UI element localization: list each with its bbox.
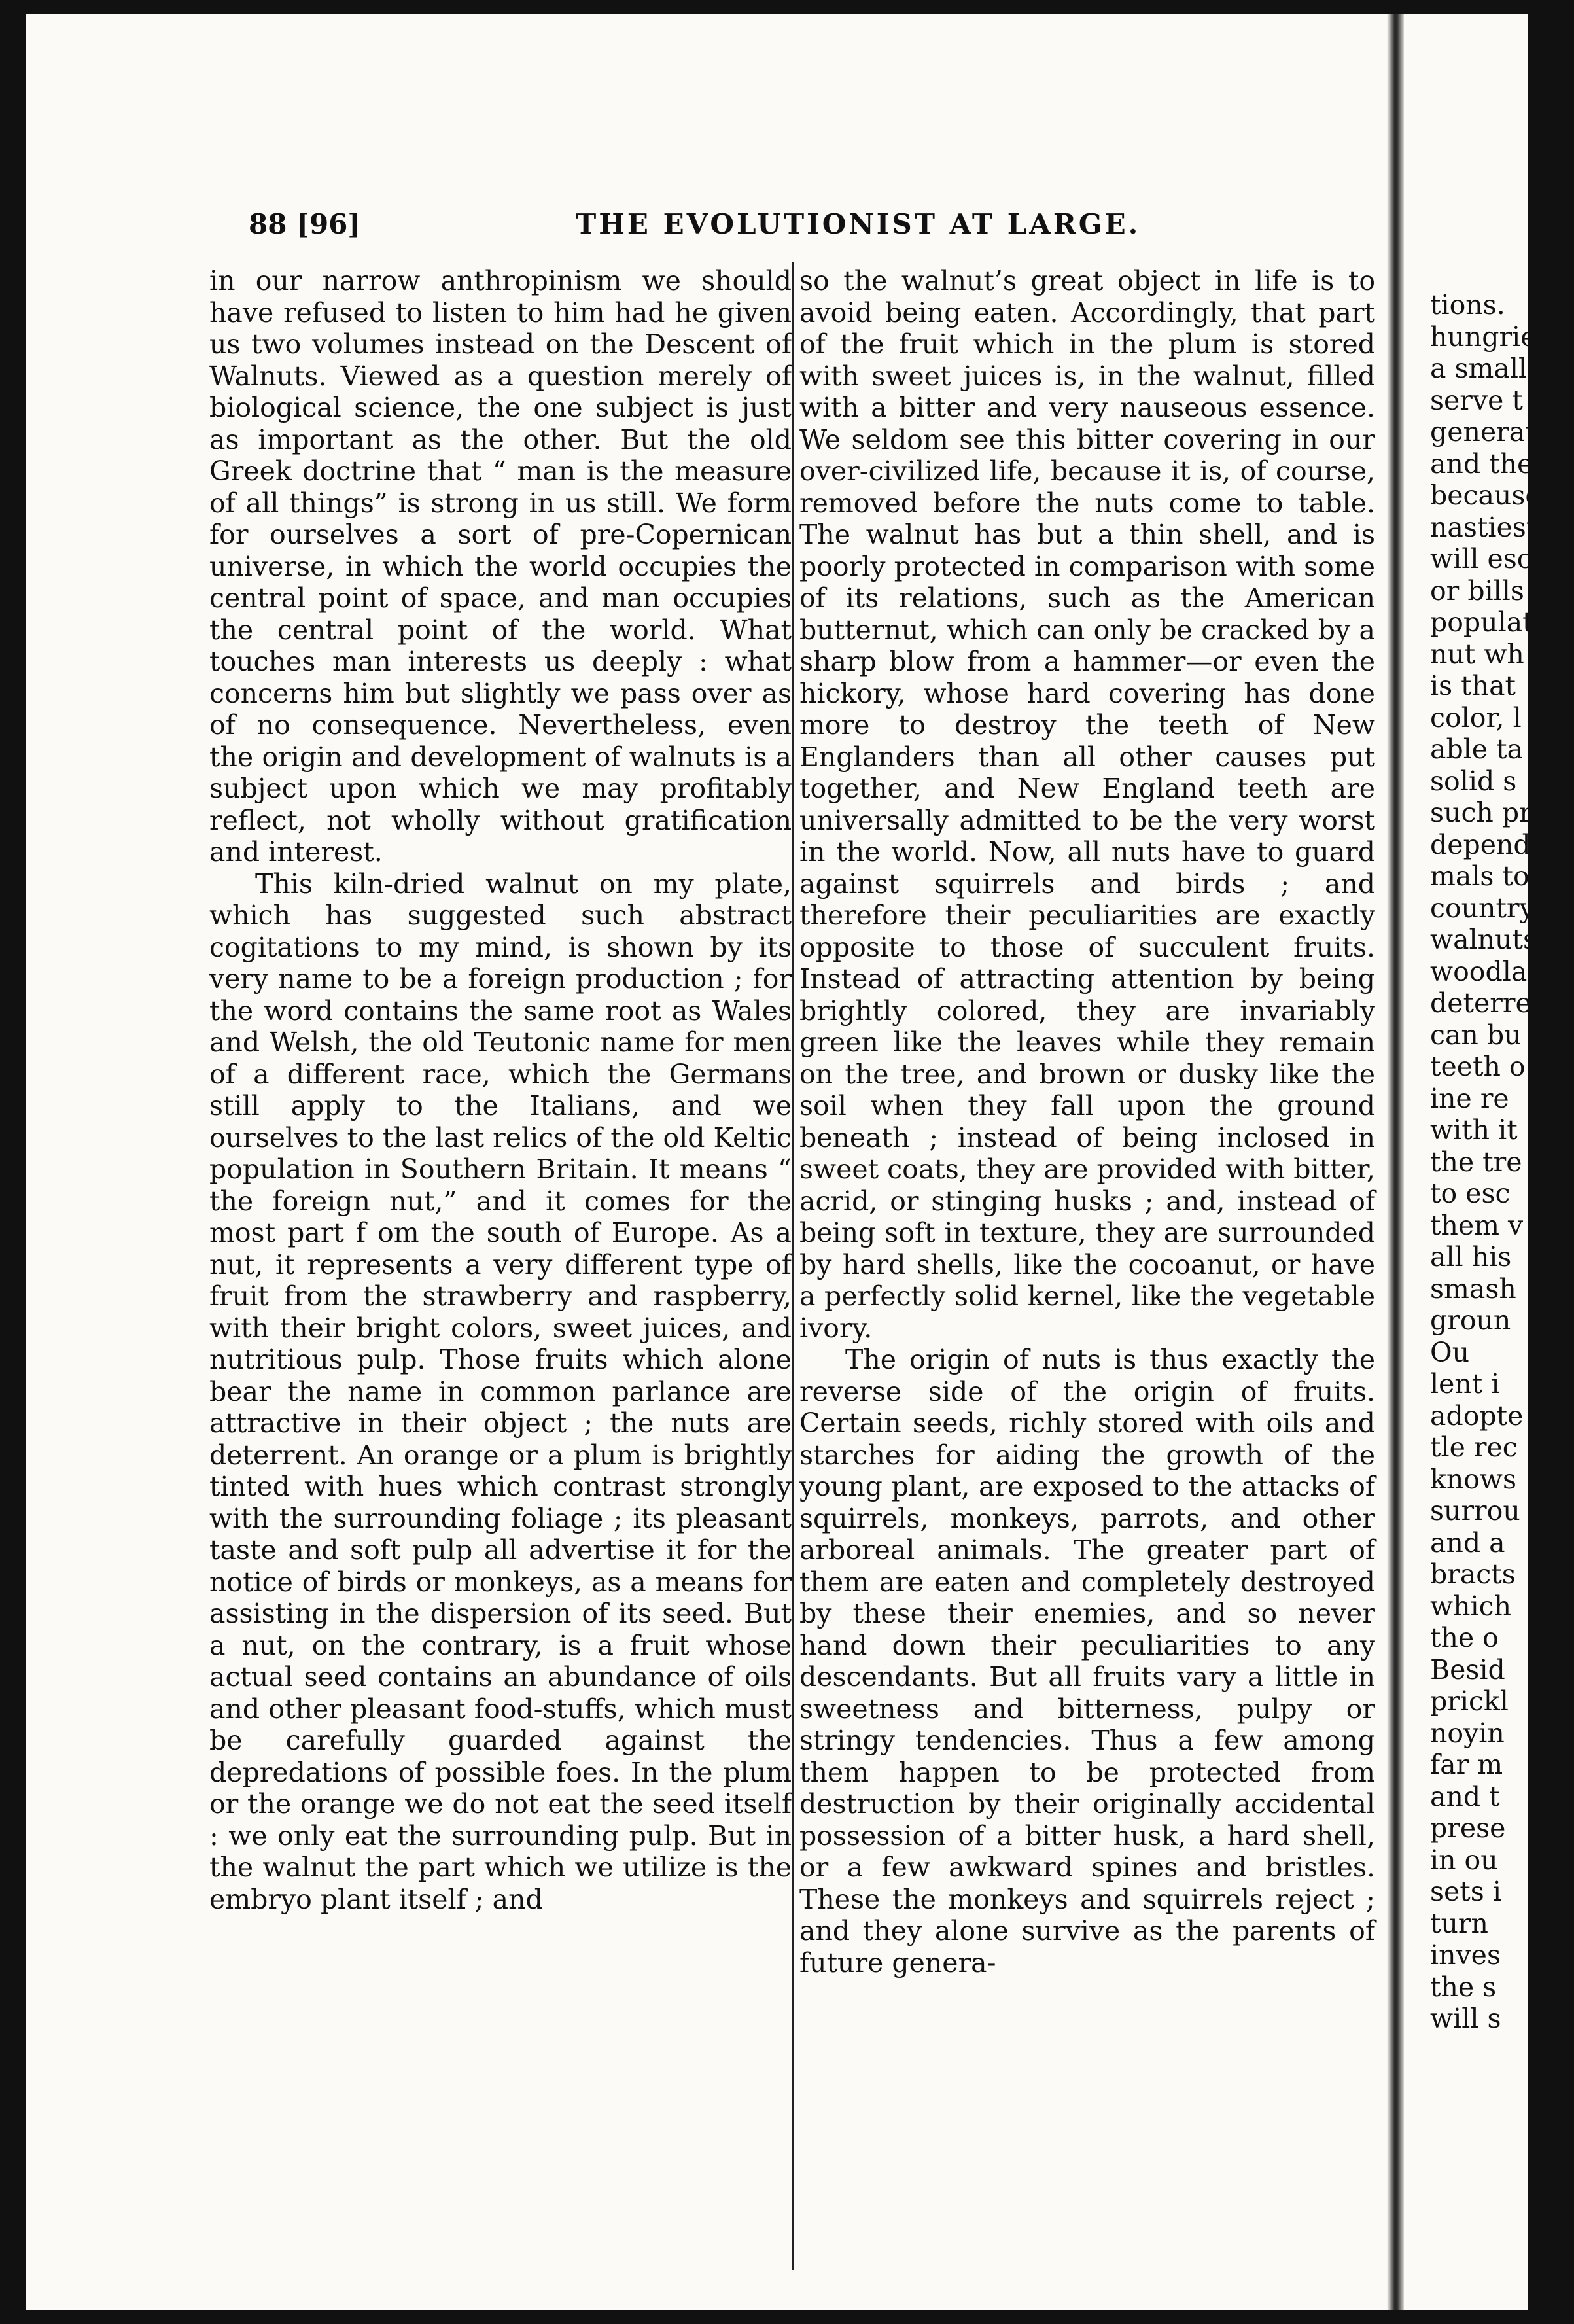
facing-page-line: or bills — [1430, 574, 1524, 607]
facing-page-line: them v — [1430, 1209, 1524, 1241]
facing-page-line: tle rec — [1430, 1432, 1518, 1463]
facing-page-line: color, l — [1430, 701, 1522, 733]
facing-page-line: is that — [1430, 670, 1516, 701]
facing-page-line: can bu — [1430, 1019, 1522, 1051]
facing-page-line: bracts — [1430, 1558, 1516, 1590]
facing-page-line: will s — [1430, 2003, 1501, 2034]
facing-page-line: sets i — [1430, 1876, 1501, 1907]
paragraph: This kiln-dried walnut on my plate, which has suggested such abstract cogitations to my mind, is shown by its very name to be a foreign production ; for the word contains the same root as Wales and Welsh, the old Teutonic name for men of a different race, which the Germans still apply to the Italians, and we ourselves to the last relics of the old Keltic population in Southern Britain. It means “ the foreign nut,” and it comes for the most part f om the south of Europe. As a nut, it represents a very different type of fruit from the strawberry and raspberry, with their bright colors, sweet juices, and nutritious pulp. Those fruits which alone bear the name in common parlance are attractive in their object ; the nuts are deterrent. An orange or a plum is brightly tinted with hues which contrast strongly with the surrounding foliage ; its pleasant taste and soft pulp all advertise it for the notice of birds or monkeys, as a means for assisting in the dispersion of its seed. But a nut, on the contrary, is a fruit whose actual seed contains an abundance of oils and other pleasant food-stuffs, which must be carefully guarded against the depredations of possible foes. In the plum or the orange we do not eat the seed itself : we only eat the surrounding pulp. But in the walnut the part which we utilize is the embryo plant itself ; and — [209, 868, 792, 1915]
facing-page-line: able ta — [1430, 733, 1524, 765]
facing-page-text — [1430, 289, 1574, 2035]
paragraph: The origin of nuts is thus exactly the reverse side of the origin of fruits. Certain seeds, richly stored with oils and starches for aiding the growth of the young plant, are exposed to the attacks of squirrels, monkeys, parrots, and other arboreal animals. The greater part of them are eaten and completely destroyed by these their enemies, and so never hand down their peculiarities to any descendants. But all fruits vary a little in sweetness and bitterness, pulpy or stringy tendencies. Thus a few among them happen to be protected from destruction by their originally accidental possession of a bitter husk, a hard shell, or a few awkward spines and bristles. These the monkeys and squirrels reject ; and they alone survive as the parents of future genera- — [799, 1344, 1375, 1979]
text-column-right — [799, 265, 1375, 1979]
facing-page-line: which — [1430, 1590, 1511, 1622]
facing-page-line: because — [1430, 480, 1541, 511]
page-gutter — [1387, 14, 1404, 2310]
facing-page-line: hungrie — [1430, 321, 1537, 353]
facing-page-line: and a — [1430, 1526, 1505, 1558]
facing-page-line: and the — [1430, 448, 1533, 480]
facing-page-line: with it — [1430, 1114, 1518, 1146]
facing-page-line: in ou — [1430, 1844, 1498, 1876]
paragraph: so the walnut’s great object in life is to avoid being eaten. Accordingly, that part of the fruit which in the plum is stored with sweet juices is, in the walnut, filled with a bitter and very nauseous essence. We seldom see this bitter covering in our over-civilized life, because it is, of course, removed before the nuts come to table. The walnut has but a thin shell, and is poorly protected in comparison with some of its relations, such as the American butternut, which can only be cracked by a sharp blow from a hammer—or even the hickory, whose hard covering has done more to destroy the teeth of New Englanders than all other causes put together, and New England teeth are universally admitted to be the very worst in the world. Now, all nuts have to guard against squirrels and birds ; and therefore their peculiarities are exactly opposite to those of succulent fruits. Instead of attracting attention by being brightly colored, they are invariably green like the leaves while they remain on the tree, and brown or dusky like the soil when they fall upon the ground beneath ; instead of being inclosed in sweet coats, they are provided with bitter, acrid, or stinging husks ; and, instead of being soft in texture, they are surrounded by hard shells, like the cocoanut, or have a perfectly solid kernel, like the vegetable ivory. — [799, 265, 1375, 1344]
facing-page-line: Ou — [1430, 1336, 1470, 1368]
running-title: THE EVOLUTIONIST AT LARGE. — [576, 208, 1141, 240]
facing-page-line: country — [1430, 892, 1535, 924]
facing-page-line: knows — [1430, 1463, 1517, 1495]
facing-page-line: populat — [1430, 607, 1533, 638]
facing-page-line: woodla — [1430, 955, 1528, 987]
column-divider — [792, 262, 794, 2270]
facing-page — [1404, 14, 1541, 2310]
facing-page-line: lent i — [1430, 1368, 1500, 1400]
facing-page-line: Besid — [1430, 1653, 1505, 1685]
facing-page-line: teeth o — [1430, 1051, 1526, 1082]
facing-page-line: walnuts — [1430, 924, 1537, 955]
facing-page-line: tions. — [1430, 289, 1505, 321]
facing-page-line: turn — [1430, 1907, 1488, 1939]
facing-page-line: all his — [1430, 1241, 1512, 1273]
facing-page-line: generat — [1430, 416, 1536, 448]
facing-page-line: the s — [1430, 1971, 1497, 2003]
facing-page-line: surrou — [1430, 1495, 1520, 1526]
facing-page-line: such pr — [1430, 797, 1532, 828]
facing-page-line: to esc — [1430, 1178, 1511, 1209]
facing-page-line: the o — [1430, 1622, 1499, 1653]
paragraph: in our narrow anthropinism we should have refused to listen to him had he given us two volumes instead on the Descent of Walnuts. Viewed as a question merely of biological science, the one subject is just as important as the other. But the old Greek doctrine that “ man is the measure of all things” is strong in us still. We form for ourselves a sort of pre-Copernican universe, in which the world occupies the central point of space, and man occupies the central point of the world. What touches man interests us deeply : what concerns him but slightly we pass over as of no consequence. Nevertheless, even the origin and development of walnuts is a subject upon which we may profitably reflect, not wholly without gratification and interest. — [209, 265, 792, 868]
facing-page-line: prese — [1430, 1812, 1506, 1844]
facing-page-line: solid s — [1430, 765, 1517, 797]
page-number: 88 [96] — [249, 208, 361, 240]
facing-page-line: adopte — [1430, 1400, 1524, 1432]
facing-page-line: groun — [1430, 1305, 1511, 1336]
facing-page-line: smash — [1430, 1273, 1516, 1305]
facing-page-line: mals to — [1430, 860, 1530, 892]
facing-page-line: noyin — [1430, 1717, 1505, 1749]
page-header — [249, 208, 1528, 247]
facing-page-line: prickl — [1430, 1685, 1509, 1717]
facing-page-line: depend — [1430, 828, 1531, 860]
facing-page-line: inves — [1430, 1939, 1501, 1971]
facing-page-line: deterre — [1430, 987, 1531, 1019]
facing-page-line: ine re — [1430, 1082, 1509, 1114]
facing-page-line: will esc — [1430, 543, 1532, 574]
facing-page-line: and t — [1430, 1780, 1500, 1812]
facing-page-line: far m — [1430, 1749, 1503, 1780]
facing-page-line: a small — [1430, 353, 1528, 384]
facing-page-line: nastiest — [1430, 511, 1537, 543]
facing-page-line: serve t — [1430, 384, 1523, 416]
text-column-left — [209, 265, 792, 1915]
facing-page-line: the tre — [1430, 1146, 1522, 1178]
facing-page-line: nut wh — [1430, 638, 1524, 670]
